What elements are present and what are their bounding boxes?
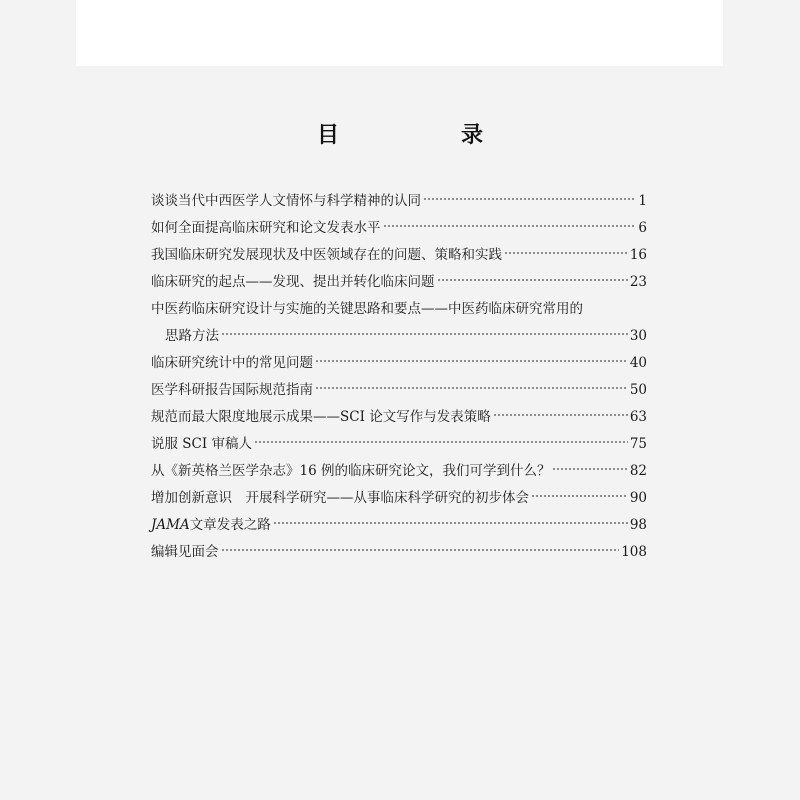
- toc-entry-page: 40: [629, 355, 647, 371]
- toc-entry[interactable]: [151, 404, 647, 431]
- toc-entry[interactable]: [151, 242, 647, 269]
- toc-entry-page: 16: [629, 247, 647, 263]
- toc-entry-title: 我国临床研究发展现状及中医领域存在的问题、策略和实践: [151, 247, 502, 263]
- previous-page-edge: [76, 0, 723, 66]
- toc-entry-title-continuation: 思路方法: [165, 328, 219, 344]
- dot-leader: [315, 358, 628, 364]
- toc-entry[interactable]: [151, 431, 647, 458]
- dot-leader: [552, 466, 627, 472]
- dot-leader: [273, 520, 628, 526]
- toc-entry-page: 75: [629, 436, 647, 452]
- dot-leader: [437, 277, 628, 283]
- toc-entry-title: 医学科研报告国际规范指南: [151, 382, 313, 398]
- toc-entry-page: 98: [629, 517, 647, 533]
- toc-entry[interactable]: [151, 215, 647, 242]
- toc-entry[interactable]: [151, 458, 647, 485]
- toc-entry-page: 30: [629, 328, 647, 344]
- toc-entry-page: 82: [629, 463, 647, 479]
- toc-entry-title: 临床研究统计中的常见问题: [151, 355, 313, 371]
- toc-entry[interactable]: [151, 269, 647, 296]
- toc-entry-title-journal: JAMA: [151, 517, 190, 533]
- page-title: 目 录: [316, 122, 533, 148]
- dot-leader: [315, 385, 628, 391]
- toc-entry-page: 1: [638, 193, 647, 209]
- toc-entry-title: 中医药临床研究设计与实施的关键思路和要点——中医药临床研究常用的: [151, 301, 583, 317]
- toc-entry[interactable]: [151, 539, 647, 566]
- dot-leader: [423, 196, 636, 202]
- dot-leader: [221, 547, 620, 553]
- toc-entry-title: 编辑见面会: [151, 544, 219, 560]
- dot-leader: [531, 493, 628, 499]
- toc-entry[interactable]: [151, 296, 647, 323]
- toc-entry[interactable]: [151, 485, 647, 512]
- toc-entry-continuation[interactable]: [151, 323, 647, 350]
- toc-entry-title: 谈谈当代中西医学人文情怀与科学精神的认同: [151, 193, 421, 209]
- dot-leader: [254, 439, 628, 445]
- toc-entry-page: 50: [629, 382, 647, 398]
- toc-entry[interactable]: [151, 188, 647, 215]
- dot-leader: [221, 331, 628, 337]
- toc-entry-title: 如何全面提高临床研究和论文发表水平: [151, 220, 381, 236]
- dot-leader: [493, 412, 628, 418]
- toc-entry-title: 从《新英格兰医学杂志》16 例的临床研究论文，我们可学到什么？: [151, 463, 551, 479]
- toc-entry-title: 文章发表之路: [189, 517, 271, 533]
- toc-entry[interactable]: [151, 377, 647, 404]
- toc-entry-title: 说服 SCI 审稿人: [151, 436, 252, 452]
- toc-entry-page: 63: [629, 409, 647, 425]
- toc-entry-page: 90: [629, 490, 647, 506]
- table-of-contents: [151, 188, 647, 566]
- toc-entry-page: 108: [621, 544, 647, 560]
- toc-entry-page: 6: [638, 220, 647, 236]
- toc-entry-title: 规范而最大限度地展示成果——SCI 论文写作与发表策略: [151, 409, 491, 425]
- toc-entry-title: 临床研究的起点——发现、提出并转化临床问题: [151, 274, 435, 290]
- toc-entry-page: 23: [629, 274, 647, 290]
- dot-leader: [504, 250, 628, 256]
- toc-entry-title: 增加创新意识 开展科学研究——从事临床科学研究的初步体会: [151, 490, 529, 506]
- dot-leader: [383, 223, 637, 229]
- toc-entry[interactable]: [151, 512, 647, 539]
- toc-entry[interactable]: [151, 350, 647, 377]
